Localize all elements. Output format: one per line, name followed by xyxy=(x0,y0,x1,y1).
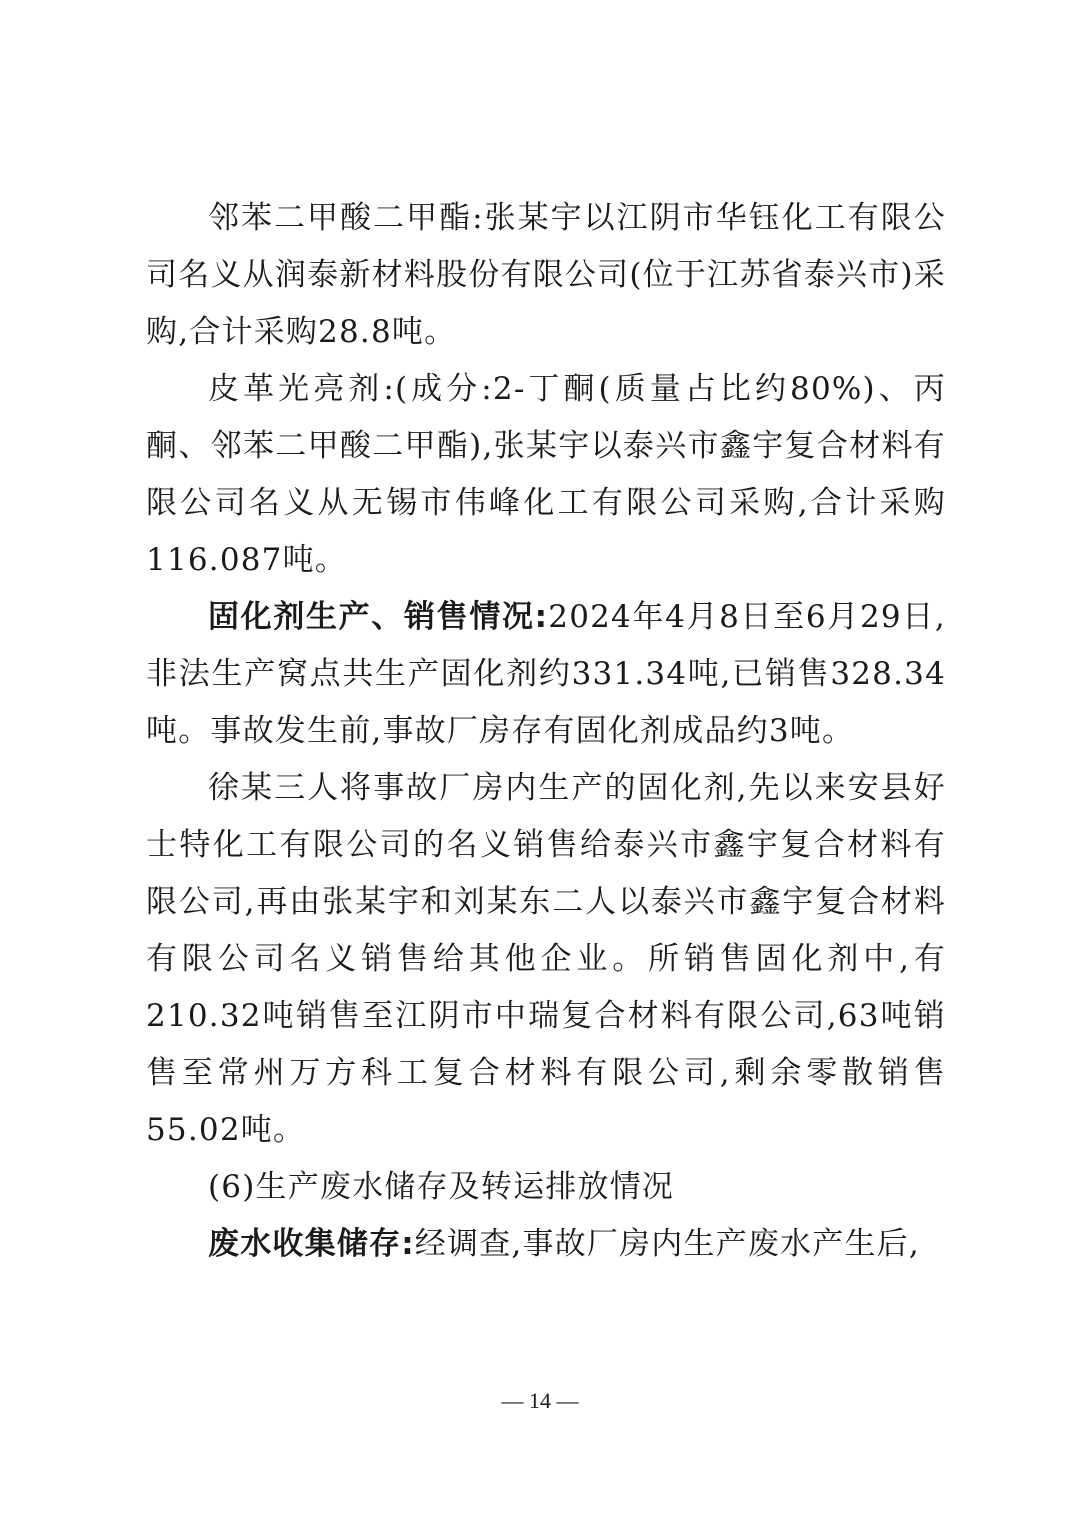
paragraph-wastewater-storage xyxy=(146,1216,946,1273)
paragraph-lead: 废水收集储存: xyxy=(208,1226,415,1262)
body-text xyxy=(146,190,946,1273)
page-number: — 14 — xyxy=(501,1388,579,1413)
paragraph-text: 邻苯二甲酸二甲酯:张某宇以江阴市华钰化工有限公司名义从润泰新材料股份有限公司(位于江苏省泰兴市)采购,合计采购28.8吨。 xyxy=(146,200,946,350)
paragraph-leather-brightener-purchase xyxy=(146,361,946,589)
paragraph-dmp-purchase xyxy=(146,190,946,361)
paragraph-curing-agent-sales xyxy=(146,760,946,1159)
paragraph-curing-agent-production xyxy=(146,589,946,760)
paragraph-text: 皮革光亮剂:(成分:2-丁酮(质量占比约80%)、丙酮、邻苯二甲酸二甲酯),张某宇以泰兴市鑫宇复合材料有限公司名义从无锡市伟峰化工有限公司采购,合计采购116.087吨。 xyxy=(146,371,946,578)
paragraph-lead: 固化剂生产、销售情况: xyxy=(208,599,549,635)
paragraph-text: 徐某三人将事故厂房内生产的固化剂,先以来安县好士特化工有限公司的名义销售给泰兴市鑫宇复合材料有限公司,再由张某宇和刘某东二人以泰兴市鑫宇复合材料有限公司名义销售给其他企业。所销售固化剂中,有210.32吨销售至江阴市中瑞复合材料有限公司,63吨销售至常州万方科工复合材料有限公司,剩余零散销售55.02吨。 xyxy=(146,770,946,1148)
paragraph-text: 经调查,事故厂房内生产废水产生后, xyxy=(414,1226,920,1262)
section-subheading: (6)生产废水储存及转运排放情况 xyxy=(208,1169,675,1205)
paragraph-text: 2024年4月8日至6月29日,非法生产窝点共生产固化剂约331.34吨,已销售328.34吨。事故发生前,事故厂房存有固化剂成品约3吨。 xyxy=(146,599,946,749)
